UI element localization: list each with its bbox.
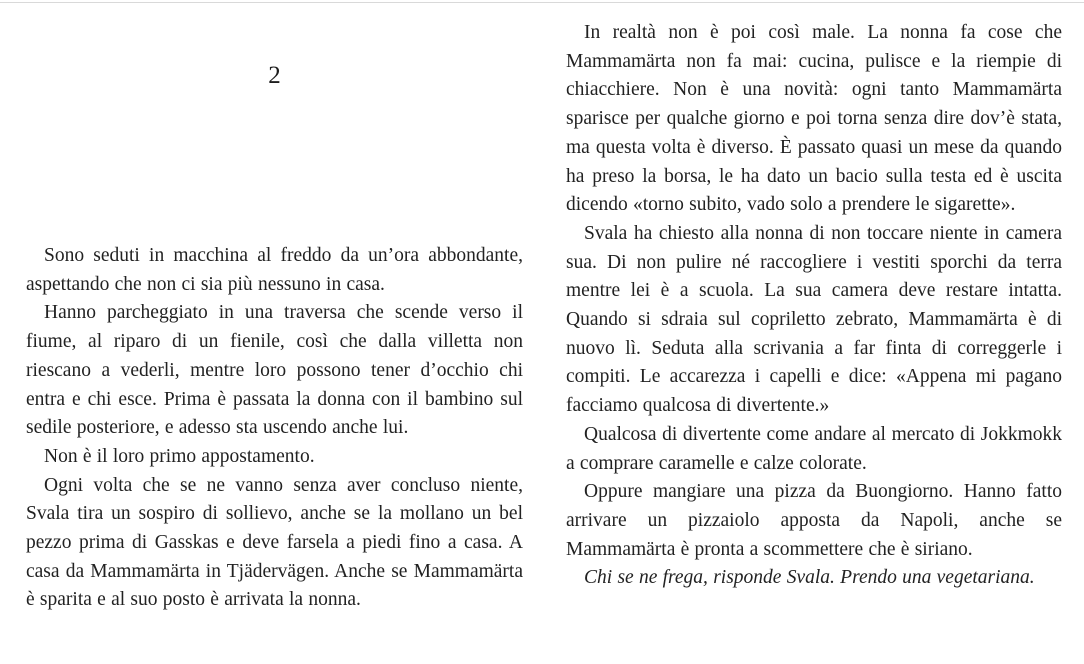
paragraph: Ogni volta che se ne vanno senza aver concluso niente, Svala tira un sospiro di sollievo, anche se la mollano un bel pezzo prima di Gasskas e deve farsela a piedi fino a casa. A casa da Mammamärta in Tjädervägen. Anche se Mammamärta è sparita e al suo posto è arrivata la nonna.	[26, 474, 523, 611]
right-page-text	[566, 19, 1062, 593]
left-page-text	[26, 242, 523, 615]
paragraph: Qualcosa di divertente come andare al mercato di Jokkmokk a comprare caramelle e calze colorate.	[566, 423, 1062, 474]
chapter-number: 2	[268, 62, 281, 89]
paragraph-italic: Chi se ne frega, risponde Svala. Prendo una vegetariana.	[584, 567, 1035, 589]
paragraph: In realtà non è poi così male. La nonna fa cose che Mammamärta non fa mai: cucina, pulisce e la riempie di chiacchiere. Non è una novità: ogni tanto Mammamärta sparisce per qualche giorno e poi torna senza dire dov’è stata, ma questa volta è diverso. È passato quasi un mese da quando ha preso la borsa, le ha dato un bacio sulla testa ed è uscita dicendo «torno subito, vado solo a prendere le sigarette».	[566, 22, 1062, 216]
paragraph: Oppure mangiare una pizza da Buongiorno. Hanno fatto arrivare un pizzaiolo apposta da Napoli, anche se Mammamärta è pronta a scommettere che è siriano.	[566, 481, 1062, 560]
top-divider	[0, 2, 1084, 3]
paragraph: Svala ha chiesto alla nonna di non toccare niente in camera sua. Di non pulire né raccogliere i vestiti sporchi da terra mentre lei è a scuola. La sua camera deve restare intatta. Quando si sdraia sul copriletto zebrato, Mammamärta è di nuovo lì. Seduta alla scrivania a far finta di correggerle i compiti. Le accarezza i capelli e dice: «Appena mi pagano facciamo qualcosa di divertente.»	[566, 222, 1062, 417]
paragraph: Hanno parcheggiato in una traversa che scende verso il fiume, al riparo di un fienile, così che dalla villetta non riescano a vederli, mentre loro possono tener d’occhio chi entra e chi esce. Prima è passata la donna con il bambino sul sedile posteriore, e adesso sta uscendo anche lui.	[26, 302, 523, 439]
paragraph: Sono seduti in macchina al freddo da un’ora abbondante, aspettando che non ci sia più nessuno in casa.	[26, 245, 523, 295]
paragraph: Non è il loro primo appostamento.	[44, 445, 315, 467]
